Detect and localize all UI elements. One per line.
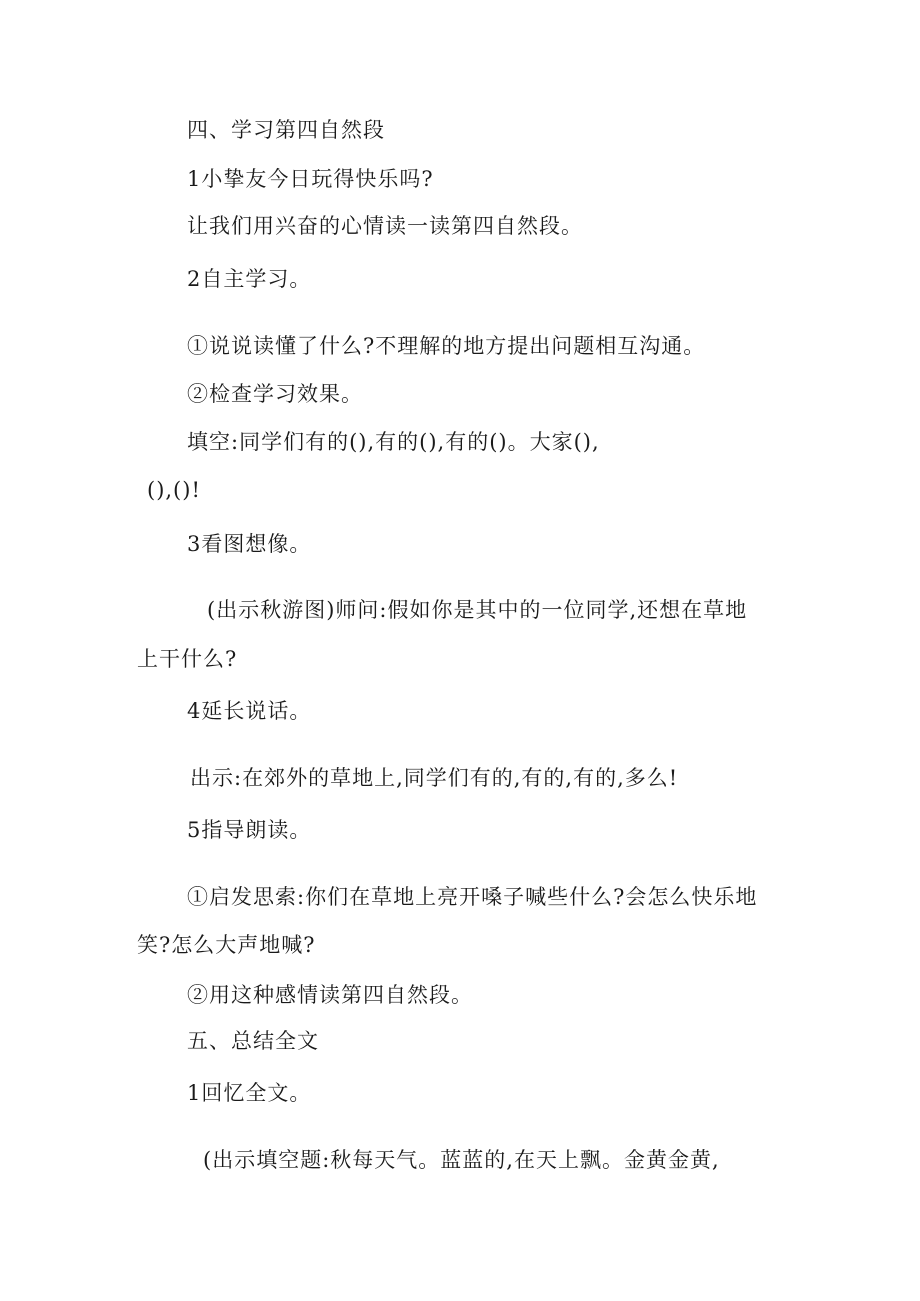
paragraph-line: ②检查学习效果。 (187, 382, 363, 406)
paragraph-line: (),()! (147, 478, 201, 502)
paragraph-line: 5指导朗读。 (187, 818, 312, 842)
paragraph-line: 填空:同学们有的(),有的(),有的()。大家(), (187, 430, 600, 454)
paragraph-line: 出示:在郊外的草地上,同学们有的,有的,有的,多么! (190, 766, 679, 790)
paragraph-line: ①说说读懂了什么?不理解的地方提出问题相互沟通。 (187, 334, 706, 358)
paragraph-line: 2自主学习。 (187, 267, 312, 291)
paragraph-line: ①启发思索:你们在草地上亮开嗓子喊些什么?会怎么快乐地 (187, 885, 758, 909)
paragraph-line: 笑?怎么大声地喊? (137, 933, 316, 957)
paragraph-line: 1小挚友今日玩得快乐吗? (187, 167, 434, 191)
paragraph-line: 让我们用兴奋的心情读一读第四自然段。 (187, 214, 583, 238)
paragraph-line: (出示秋游图)师问:假如你是其中的一位同学,还想在草地 (207, 598, 748, 622)
paragraph-line: ②用这种感情读第四自然段。 (187, 983, 473, 1007)
paragraph-line: 3看图想像。 (187, 532, 312, 556)
section-heading-4: 四、学习第四自然段 (187, 118, 385, 142)
section-heading-5: 五、总结全文 (187, 1029, 319, 1053)
paragraph-line: (出示填空题:秋每天气。蓝蓝的,在天上飘。金黄金黄, (203, 1148, 720, 1172)
paragraph-line: 上干什么? (137, 647, 238, 671)
paragraph-line: 1回忆全文。 (187, 1081, 312, 1105)
paragraph-line: 4延长说话。 (187, 699, 312, 723)
